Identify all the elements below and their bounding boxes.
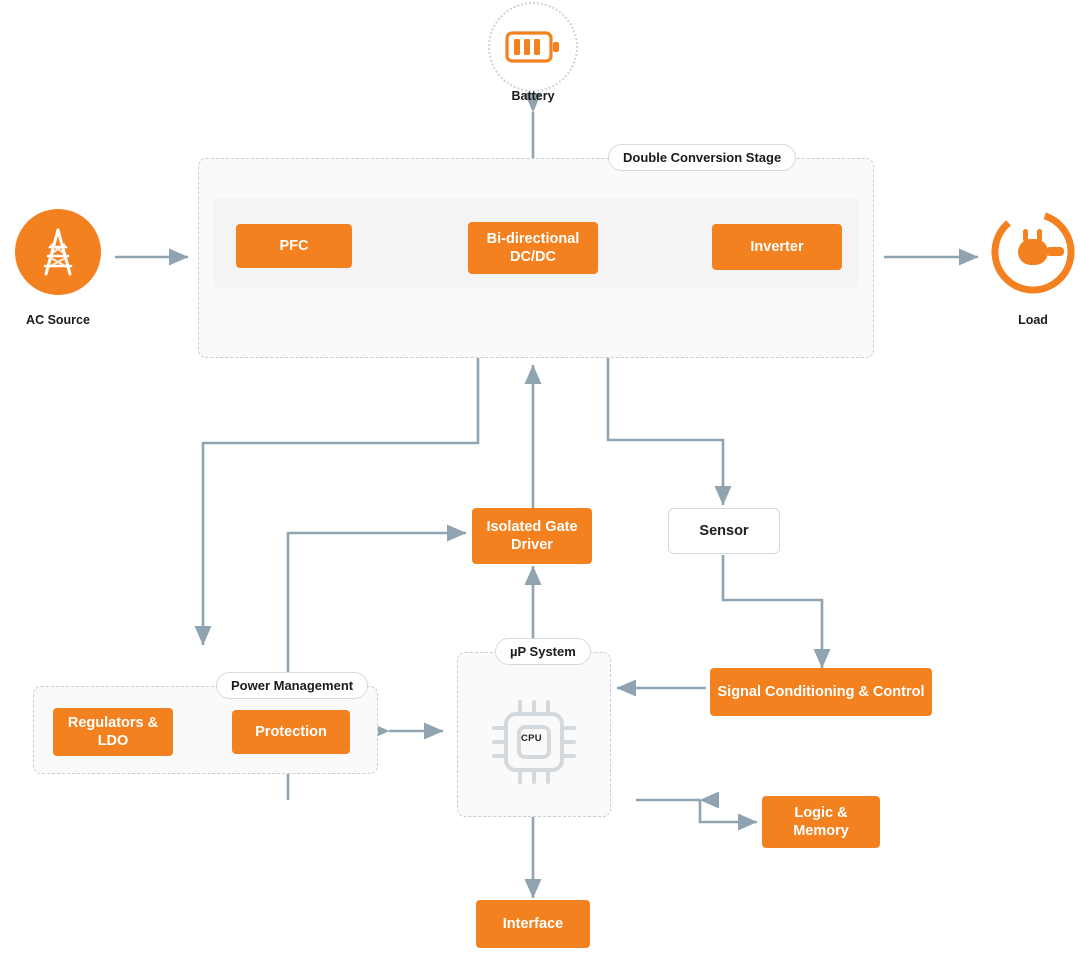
battery-icon	[504, 25, 562, 69]
group-label-double-conversion: Double Conversion Stage	[608, 144, 796, 171]
block-interface[interactable]: Interface	[476, 900, 590, 948]
block-inverter[interactable]: Inverter	[712, 224, 842, 270]
ac-source-label: AC Source	[26, 313, 90, 327]
group-label-power-management: Power Management	[216, 672, 368, 699]
block-protection[interactable]: Protection	[232, 710, 350, 754]
block-logic-memory[interactable]: Logic & Memory	[762, 796, 880, 848]
ac-source-icon	[15, 209, 101, 295]
load-icon	[990, 209, 1076, 295]
tower-icon	[35, 227, 81, 277]
block-regulators-ldo[interactable]: Regulators & LDO	[53, 708, 173, 756]
block-isolated-gate-driver[interactable]: Isolated Gate Driver	[472, 508, 592, 564]
block-signal-conditioning-control[interactable]: Signal Conditioning & Control	[710, 668, 932, 716]
block-pfc[interactable]: PFC	[236, 224, 352, 268]
cpu-label: CPU	[521, 733, 542, 744]
load-label: Load	[1018, 313, 1048, 327]
battery-icon-ring	[488, 2, 578, 92]
group-label-up-system: µP System	[495, 638, 591, 665]
block-bidirectional-dcdc[interactable]: Bi-directional DC/DC	[468, 222, 598, 274]
block-sensor[interactable]: Sensor	[668, 508, 780, 554]
battery-label: Battery	[511, 89, 555, 103]
